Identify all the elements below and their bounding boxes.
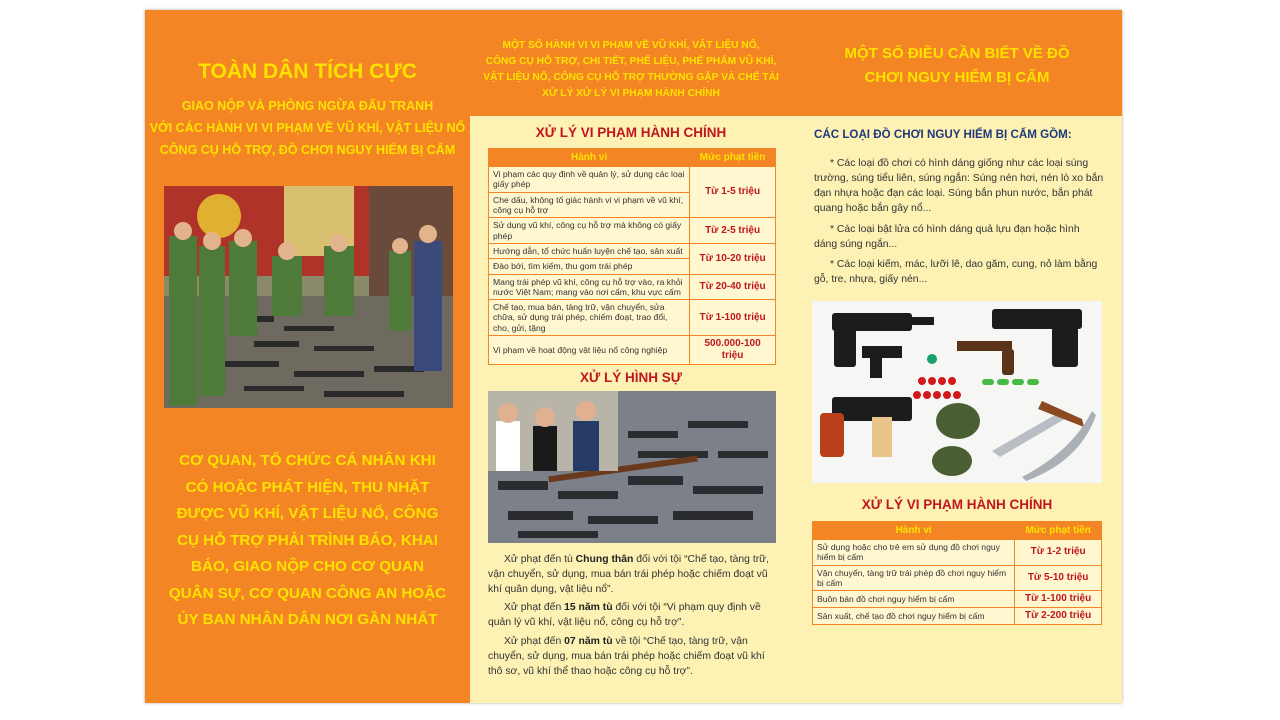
act-cell: Chế tạo, mua bán, tàng trữ, vận chuyển, sửa chữa, sử dụng trái phép, chiếm đoạt, trao đổi, cho, gửi, tặng (489, 300, 690, 336)
header-line: CHƠI NGUY HIỂM BỊ CẤM (864, 69, 1050, 86)
act-cell: Hướng dẫn, tổ chức huấn luyện chế tạo, sản xuất (489, 243, 690, 258)
header-line: XỬ LÝ XỬ LÝ VI PHẠM HÀNH CHÍNH (542, 88, 720, 99)
fine-cell: Từ 5-10 triệu (1015, 565, 1102, 591)
fine-cell: Từ 2-5 triệu (690, 218, 776, 244)
table-row (489, 336, 776, 365)
panel-left (145, 10, 470, 703)
act-cell: Buôn bán đồ chơi nguy hiểm bị cấm (813, 591, 1015, 608)
panel2-fines-table (488, 148, 776, 365)
fine-cell: Từ 1-2 triệu (1015, 540, 1102, 566)
panel-middle (470, 10, 792, 703)
police-weapons-photo (164, 186, 453, 408)
header-line: MỘT SỐ ĐIỀU CẦN BIẾT VỀ ĐỒ (844, 45, 1070, 62)
panel2-header-band (470, 10, 792, 116)
table-header-row (813, 522, 1102, 540)
panel3-list-title: CÁC LOẠI ĐỒ CHƠI NGUY HIỂM BỊ CẤM GỒM: (814, 128, 1072, 141)
fine-cell: Từ 20-40 triệu (690, 274, 776, 300)
paragraph-text: Xử phạt đến (504, 602, 565, 613)
call-line: CƠ QUAN, TỔ CHỨC CÁ NHÂN KHI (179, 452, 436, 469)
panel-right (792, 10, 1122, 703)
fine-cell: Từ 10-20 triệu (690, 243, 776, 274)
panel3-fines-table (812, 521, 1102, 625)
fine-cell: Từ 1-100 triệu (690, 300, 776, 336)
col-header: Hành vi (489, 149, 690, 167)
subheading-line: CÔNG CỤ HỖ TRỢ, ĐỒ CHƠI NGUY HIỂM BỊ CẤM (159, 142, 456, 157)
paragraph-text: về tội “Chế tạo, tàng trữ, vận chuyển, sử dụng, mua bán trái phép hoặc chiếm đoạt vũ khí thô sơ, vũ khí thể thao hoặc công cụ hỗ trợ”. (488, 636, 765, 678)
table-row (813, 565, 1102, 591)
seized-weapons-photo (488, 391, 776, 543)
panel3-header (792, 42, 1122, 90)
table-row (813, 540, 1102, 566)
table-row (489, 167, 776, 193)
table-row (813, 608, 1102, 625)
table-row (489, 274, 776, 300)
act-cell: Vi phạm về hoạt động vật liệu nổ công nghiệp (489, 336, 690, 365)
penalty-emphasis: 07 năm tù (564, 636, 613, 647)
criminal-paragraph-2 (488, 600, 778, 630)
act-cell: Vi phạm các quy định về quản lý, sử dụng các loại giấy phép (489, 167, 690, 193)
call-line: ĐƯỢC VŨ KHÍ, VẬT LIỆU NỔ, CÔNG (176, 505, 439, 522)
table-header-row (489, 149, 776, 167)
panel2-admin-title: XỬ LÝ VI PHẠM HÀNH CHÍNH (535, 125, 727, 140)
paragraph-text: đối với tội “Vi phạm quy định về quản lý vũ khí, vật liệu nổ, công cụ hỗ trợ”. (488, 602, 761, 629)
criminal-paragraph-1 (488, 552, 778, 597)
act-cell: Sử dụng vũ khí, công cụ hỗ trợ mà không có giấy phép (489, 218, 690, 244)
call-line: ỦY BAN NHÂN DÂN NƠI GẦN NHẤT (177, 611, 438, 628)
panel2-header (470, 38, 792, 102)
header-line: VẬT LIỆU NỔ, CÔNG CỤ HỖ TRỢ THƯỜNG GẶP VÀ CHẾ TÀI (483, 72, 779, 83)
subheading-line: VỚI CÁC HÀNH VI VI PHẠM VỀ VŨ KHÍ, VẬT LIỆU NỔ (149, 120, 466, 135)
panel3-admin-title: XỬ LÝ VI PHẠM HÀNH CHÍNH (861, 497, 1053, 512)
act-cell: Sử dụng hoặc cho trẻ em sử dụng đồ chơi nguy hiểm bị cấm (813, 540, 1015, 566)
panel1-heading: TOÀN DÂN TÍCH CỰC (198, 60, 417, 83)
subheading-line: GIAO NỘP VÀ PHÒNG NGỪA ĐẤU TRANH (181, 99, 434, 113)
call-line: BÁO, GIAO NỘP CHO CƠ QUAN (191, 558, 424, 575)
brochure (145, 10, 1122, 703)
header-line: MỘT SỐ HÀNH VI VI PHẠM VỀ VŨ KHÍ, VẬT LIỆU NỔ, (502, 40, 760, 51)
fine-cell: Từ 2-200 triệu (1015, 608, 1102, 625)
panel1-call-to-action (145, 448, 470, 634)
toy-item: * Các loại đồ chơi có hình dáng giống như các loại súng trường, súng tiểu liên, súng ngắn: Súng nén hơi, nén lò xo bắn đạn nhựa hoặc đạn các loại. Súng bắn phun nước, bắn phát quang hoặc bắn gây nổ... (814, 158, 1104, 215)
fine-cell: Từ 1-5 triệu (690, 167, 776, 218)
call-line: CÓ HOẶC PHÁT HIỆN, THU NHẶT (185, 478, 430, 496)
call-line: QUÂN SỰ, CƠ QUAN CÔNG AN HOẶC (168, 584, 447, 602)
act-cell: Vận chuyển, tàng trữ trái phép đồ chơi nguy hiểm bị cấm (813, 565, 1015, 591)
act-cell: Mang trái phép vũ khí, công cụ hỗ trợ vào, ra khỏi nước Việt Nam; mang vào nơi cấm, khu vực cấm (489, 274, 690, 300)
panel2-criminal-title: XỬ LÝ HÌNH SỰ (580, 370, 682, 385)
panel3-header-band (792, 10, 1122, 116)
col-header: Hành vi (813, 522, 1015, 540)
penalty-emphasis: Chung thân (575, 554, 634, 565)
table-row (813, 591, 1102, 608)
col-header: Mức phạt tiền (690, 149, 776, 167)
header-line: CÔNG CỤ HỖ TRỢ, CHI TIẾT, PHẾ LIỆU, PHẾ PHẨM VŨ KHÍ, (485, 56, 777, 67)
criminal-paragraph-3 (488, 634, 778, 679)
table-row (489, 218, 776, 244)
table-row (489, 243, 776, 258)
fine-cell: 500.000-100 triệu (690, 336, 776, 365)
act-cell: Đào bới, tìm kiếm, thu gom trái phép (489, 259, 690, 274)
panel1-subheading (145, 96, 470, 162)
call-line: CỤ HỖ TRỢ PHẢI TRÌNH BÁO, KHAI (176, 531, 438, 549)
penalty-emphasis: 15 năm tù (564, 602, 613, 613)
col-header: Mức phạt tiền (1015, 522, 1102, 540)
fine-cell: Từ 1-100 triệu (1015, 591, 1102, 608)
toy-weapons-photo (812, 301, 1102, 483)
paragraph-text: Xử phạt đến tù (504, 554, 576, 565)
paragraph-text: Xử phạt đến (504, 636, 565, 647)
act-cell: Sản xuất, chế tạo đồ chơi nguy hiểm bị cấm (813, 608, 1015, 625)
paragraph-text: đối với tội “Chế tạo, tàng trữ, vận chuyển, sử dụng, mua bán trái phép hoặc chiếm đoạt vũ khí quân dụng, vật liệu nổ”. (488, 554, 770, 596)
toy-item: * Các loại bật lửa có hình dáng quả lựu đạn hoặc hình dáng súng ngắn... (814, 224, 1080, 251)
act-cell: Che dấu, không tố giác hành vi vi phạm về vũ khí, công cụ hỗ trợ (489, 192, 690, 218)
toy-item: * Các loại kiếm, mác, lưỡi lê, dao găm, cung, nỏ làm bằng gỗ, tre, nhựa, giấy nén... (814, 259, 1098, 286)
table-row (489, 300, 776, 336)
